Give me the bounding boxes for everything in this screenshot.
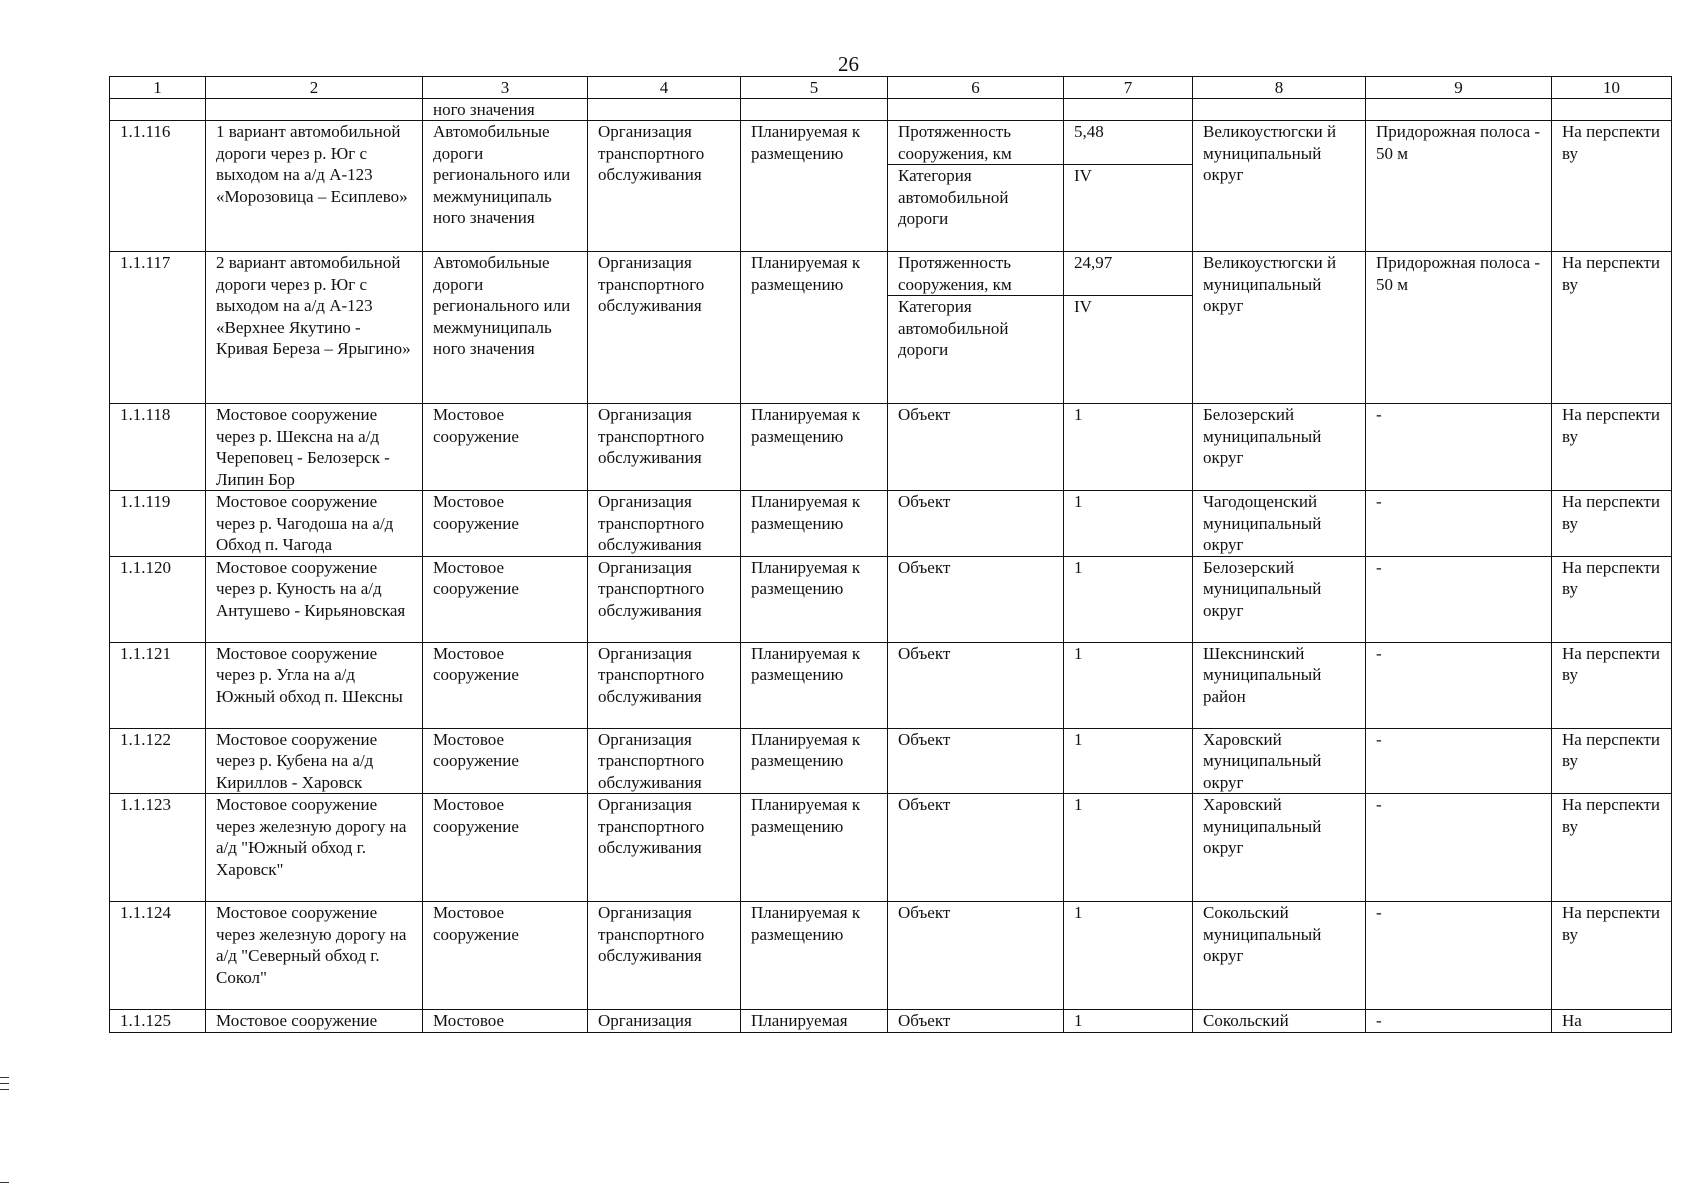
object-purpose: Организация транспортного обслуживания [588, 556, 741, 642]
characteristic-value-cell [1064, 121, 1193, 252]
term: На перспекти ву [1552, 121, 1672, 252]
table-row [110, 1010, 1672, 1033]
object-purpose: Организация транспортного обслуживания [588, 728, 741, 794]
object-type: Автомобильные дороги регионального или межмуниципаль ного значения [423, 252, 588, 404]
term: На перспекти ву [1552, 556, 1672, 642]
object-name: Мостовое сооружение через р. Куность на а/д Антушево - Кирьяновская [206, 556, 423, 642]
object-location: Великоустюгски й муниципальный округ [1193, 121, 1366, 252]
table-row [110, 121, 1672, 252]
object-name: Мостовое сооружение через р. Шексна на а/д Череповец - Белозерск - Липин Бор [206, 404, 423, 491]
table-row [110, 642, 1672, 728]
column-number: 3 [423, 77, 588, 99]
object-name: Мостовое сооружение [206, 1010, 423, 1033]
term: На перспекти ву [1552, 902, 1672, 1010]
table-row [110, 902, 1672, 1010]
object-name: 1 вариант автомобильной дороги через р. Юг с выходом на а/д А-123 «Морозовица – Есиплево» [206, 121, 423, 252]
continuation-row [110, 99, 1672, 121]
zone-info: - [1366, 404, 1552, 491]
object-location: Харовский муниципальный округ [1193, 794, 1366, 902]
term: На перспекти ву [1552, 404, 1672, 491]
characteristic-name: Категория автомобильной дороги [888, 164, 1063, 230]
object-type: Мостовое сооружение [423, 642, 588, 728]
object-name: Мостовое сооружение через р. Угла на а/д Южный обход п. Шексны [206, 642, 423, 728]
column-number: 10 [1552, 77, 1672, 99]
margin-mark [0, 1077, 9, 1078]
object-type: Автомобильные дороги регионального или межмуниципаль ного значения [423, 121, 588, 252]
row-id: 1.1.125 [110, 1010, 206, 1033]
object-purpose: Организация [588, 1010, 741, 1033]
object-location: Великоустюгски й муниципальный округ [1193, 252, 1366, 404]
object-purpose: Организация транспортного обслуживания [588, 252, 741, 404]
object-name: 2 вариант автомобильной дороги через р. Юг с выходом на а/д А-123 «Верхнее Якутино - Кривая Береза – Ярыгино» [206, 252, 423, 404]
object-status: Планируемая к размещению [741, 491, 888, 557]
characteristic-name: Объект [888, 902, 1064, 1010]
object-status: Планируемая [741, 1010, 888, 1033]
row-id: 1.1.119 [110, 491, 206, 557]
margin-mark [0, 1182, 9, 1183]
row-id: 1.1.124 [110, 902, 206, 1010]
characteristic-value: 1 [1064, 794, 1193, 902]
characteristic-cell [888, 252, 1064, 404]
object-purpose: Организация транспортного обслуживания [588, 121, 741, 252]
term: На перспекти ву [1552, 794, 1672, 902]
characteristic-value: 24,97 [1074, 253, 1113, 272]
column-number: 9 [1366, 77, 1552, 99]
header-row [110, 77, 1672, 99]
table-cell [1366, 99, 1552, 121]
object-type: Мостовое сооружение [423, 902, 588, 1010]
zone-info: - [1366, 491, 1552, 557]
object-location: Белозерский муниципальный округ [1193, 556, 1366, 642]
object-purpose: Организация транспортного обслуживания [588, 902, 741, 1010]
characteristic-value: 1 [1064, 902, 1193, 1010]
table-cell [741, 99, 888, 121]
term: На перспекти ву [1552, 728, 1672, 794]
object-name: Мостовое сооружение через р. Чагодоша на а/д Обход п. Чагода [206, 491, 423, 557]
row-id: 1.1.116 [110, 121, 206, 252]
characteristic-value: 1 [1064, 1010, 1193, 1033]
characteristic-name: Объект [888, 794, 1064, 902]
object-purpose: Организация транспортного обслуживания [588, 642, 741, 728]
object-location: Сокольский муниципальный округ [1193, 902, 1366, 1010]
object-location: Сокольский [1193, 1010, 1366, 1033]
row-id: 1.1.120 [110, 556, 206, 642]
row-id: 1.1.117 [110, 252, 206, 404]
characteristic-value: 1 [1064, 491, 1193, 557]
column-number: 4 [588, 77, 741, 99]
characteristic-name: Категория автомобильной дороги [888, 295, 1063, 361]
table-body [110, 77, 1672, 1033]
zone-info: Придорожная полоса - 50 м [1366, 121, 1552, 252]
object-name: Мостовое сооружение через р. Кубена на а/д Кириллов - Харовск [206, 728, 423, 794]
object-type: Мостовое [423, 1010, 588, 1033]
object-status: Планируемая к размещению [741, 121, 888, 252]
row-id: 1.1.121 [110, 642, 206, 728]
zone-info: Придорожная полоса - 50 м [1366, 252, 1552, 404]
characteristic-value: 5,48 [1074, 122, 1104, 141]
object-type: Мостовое сооружение [423, 556, 588, 642]
object-purpose: Организация транспортного обслуживания [588, 404, 741, 491]
object-status: Планируемая к размещению [741, 404, 888, 491]
zone-info: - [1366, 1010, 1552, 1033]
characteristic-name: Объект [888, 404, 1064, 491]
characteristic-name: Объект [888, 556, 1064, 642]
column-number: 5 [741, 77, 888, 99]
characteristic-name: Объект [888, 728, 1064, 794]
characteristic-cell [888, 121, 1064, 252]
table-cell [1064, 99, 1193, 121]
object-name: Мостовое сооружение через железную дорогу на а/д "Южный обход г. Харовск" [206, 794, 423, 902]
table-cell [110, 99, 206, 121]
characteristic-value: 1 [1064, 728, 1193, 794]
characteristic-name: Объект [888, 1010, 1064, 1033]
zone-info: - [1366, 556, 1552, 642]
characteristic-value: 1 [1064, 642, 1193, 728]
column-number: 2 [206, 77, 423, 99]
table-cell [888, 99, 1064, 121]
object-status: Планируемая к размещению [741, 252, 888, 404]
object-location: Шекснинский муниципальный район [1193, 642, 1366, 728]
margin-mark [0, 1083, 9, 1084]
object-type: Мостовое сооружение [423, 794, 588, 902]
object-type: Мостовое сооружение [423, 728, 588, 794]
table-row [110, 794, 1672, 902]
characteristic-value: IV [1064, 295, 1192, 318]
zone-info: - [1366, 794, 1552, 902]
object-status: Планируемая к размещению [741, 902, 888, 1010]
term: На [1552, 1010, 1672, 1033]
table-row [110, 491, 1672, 557]
object-location: Чагодощенский муниципальный округ [1193, 491, 1366, 557]
table-row [110, 252, 1672, 404]
object-status: Планируемая к размещению [741, 794, 888, 902]
column-number: 1 [110, 77, 206, 99]
row-id: 1.1.123 [110, 794, 206, 902]
object-location: Харовский муниципальный округ [1193, 728, 1366, 794]
table-cell [1193, 99, 1366, 121]
margin-mark [0, 1089, 9, 1090]
characteristic-name: Протяженность сооружения, км [898, 122, 1012, 163]
object-location: Белозерский муниципальный округ [1193, 404, 1366, 491]
table-cell [206, 99, 423, 121]
zone-info: - [1366, 902, 1552, 1010]
continuation-text: ного значения [423, 99, 588, 121]
characteristic-name: Объект [888, 642, 1064, 728]
object-status: Планируемая к размещению [741, 642, 888, 728]
characteristic-name: Протяженность сооружения, км [898, 253, 1012, 294]
row-id: 1.1.122 [110, 728, 206, 794]
column-number: 7 [1064, 77, 1193, 99]
characteristic-value: IV [1064, 164, 1192, 187]
table-row [110, 728, 1672, 794]
table-row [110, 404, 1672, 491]
characteristic-value: 1 [1064, 556, 1193, 642]
table-cell [1552, 99, 1672, 121]
term: На перспекти ву [1552, 491, 1672, 557]
object-type: Мостовое сооружение [423, 491, 588, 557]
term: На перспекти ву [1552, 252, 1672, 404]
object-status: Планируемая к размещению [741, 556, 888, 642]
row-id: 1.1.118 [110, 404, 206, 491]
object-status: Планируемая к размещению [741, 728, 888, 794]
object-purpose: Организация транспортного обслуживания [588, 491, 741, 557]
column-number: 6 [888, 77, 1064, 99]
characteristic-name: Объект [888, 491, 1064, 557]
column-number: 8 [1193, 77, 1366, 99]
table-row [110, 556, 1672, 642]
page-number: 26 [838, 52, 859, 76]
object-name: Мостовое сооружение через железную дорогу на а/д "Северный обход г. Сокол" [206, 902, 423, 1010]
characteristic-value: 1 [1064, 404, 1193, 491]
object-purpose: Организация транспортного обслуживания [588, 794, 741, 902]
table-cell [588, 99, 741, 121]
objects-table [109, 76, 1672, 1033]
zone-info: - [1366, 728, 1552, 794]
characteristic-value-cell [1064, 252, 1193, 404]
term: На перспекти ву [1552, 642, 1672, 728]
object-type: Мостовое сооружение [423, 404, 588, 491]
zone-info: - [1366, 642, 1552, 728]
